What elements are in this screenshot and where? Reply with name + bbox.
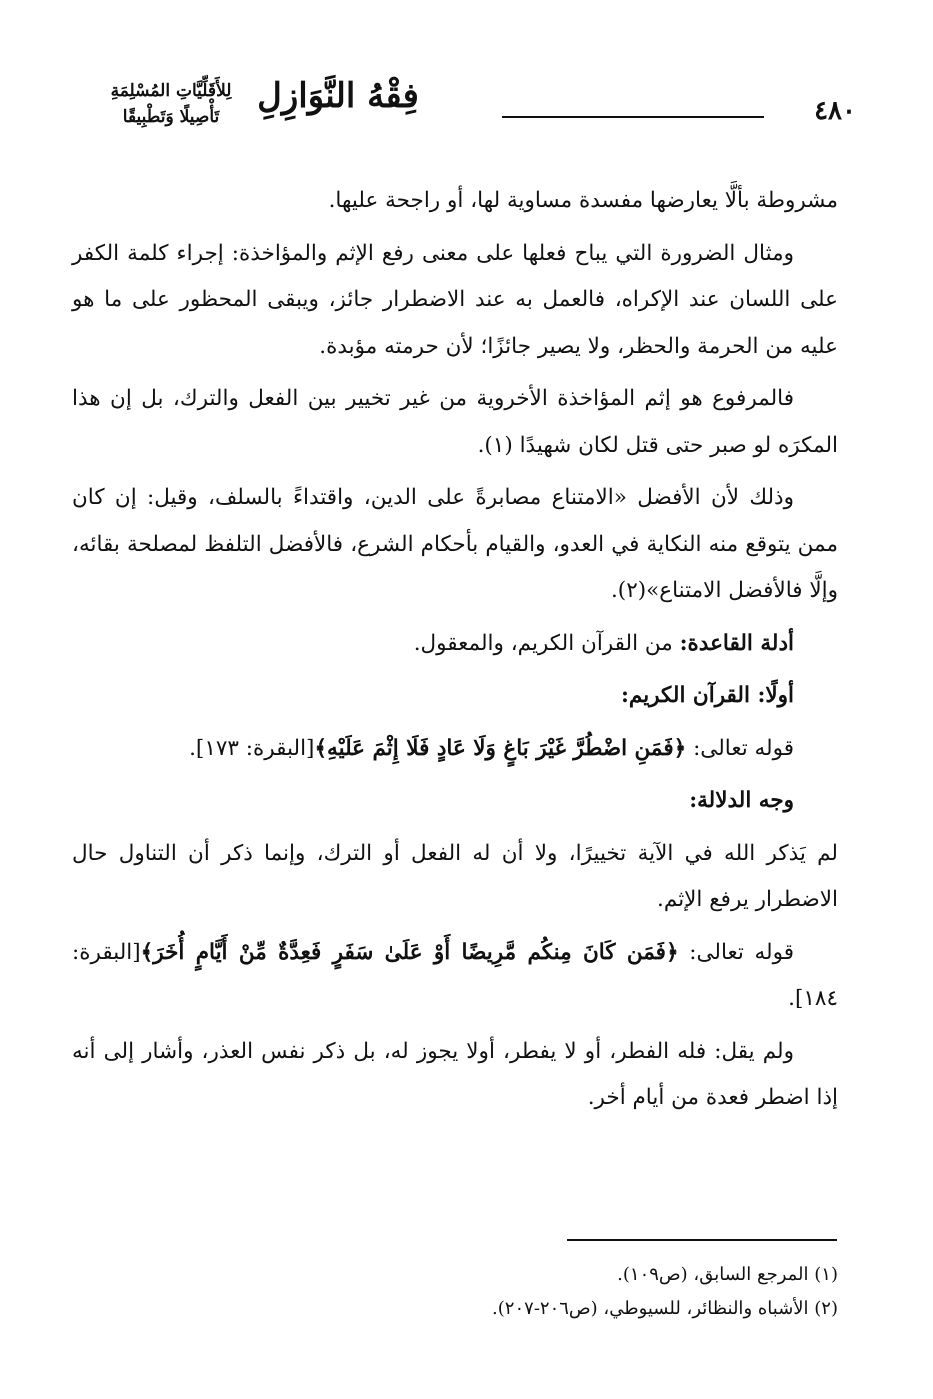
evidence-text: من القرآن الكريم، والمعقول. <box>413 630 680 656</box>
verse-1-paragraph <box>72 726 838 773</box>
paragraph-3: فالمرفوع هو إثم المؤاخذة الأخروية من غير تخيير بين الفعل والترك، بل إن هذا المكرَه لو صبر حتى قتل لكان شهيدًا (١). <box>72 386 838 458</box>
evidence-label: أدلة القاعدة: <box>679 630 794 656</box>
paragraph-2: ومثال الضرورة التي يباح فعلها على معنى رفع الإثم والمؤاخذة: إجراء كلمة الكفر على اللسان عند الإكراه، فالعمل به عند الاضطرار جائز، ويبقى المحظور على ما هو عليه من الحرمة والحظر، ولا يصير جائزًا؛ لأن حرمته مؤبدة. <box>72 240 838 359</box>
footnotes <box>72 1258 838 1326</box>
verse-1-intro: قوله تعالى: <box>686 735 794 761</box>
indication-heading: وجه الدلالة: <box>689 788 794 813</box>
verse-1-text: ﴿فَمَنِ اضْطُرَّ غَيْرَ بَاغٍ وَلَا عَادٍ فَلَا إِثْمَ عَلَيْهِ﴾ <box>314 735 687 761</box>
last-paragraph: ولم يقل: فله الفطر، أو لا يفطر، أولا يجوز له، بل ذكر نفس العذر، وأشار إلى أنه إذا اضطر فعدة من أيام أخر. <box>72 1038 838 1110</box>
header-rule <box>502 116 764 118</box>
indication-paragraph: لم يَذكر الله في الآية تخييرًا، ولا أن له الفعل أو الترك، وإنما ذكر أن التناول حال الاضطرار يرفع الإثم. <box>72 840 838 912</box>
page-number: ٤٨٠ <box>814 96 856 126</box>
paragraph-4: وذلك لأن الأفضل «الامتناع مصابرةً على الدين، واقتداءً بالسلف، وقيل: إن كان ممن يتوقع منه النكاية في العدو، والقيام بأحكام الشرع، فالأفضل التلفظ لمصلحة بقائه، وإلَّا فالأفضل الامتناع»(٢). <box>72 485 838 603</box>
verse-2-paragraph <box>72 930 838 1023</box>
book-subtitle <box>76 78 266 130</box>
page-header <box>76 72 856 162</box>
verse-2-intro: قوله تعالى: <box>678 939 794 965</box>
book-subtitle-line1: لِلأَقَلِّيَّاتِ المُسْلِمَةِ <box>110 81 232 101</box>
book-subtitle-line2: تَأْصِيلًا وَتَطْبِيقًا <box>122 107 220 127</box>
verse-2-ref: [البقرة: ١٨٤]. <box>72 939 838 1011</box>
evidence-paragraph <box>72 621 838 668</box>
verse-2-text: ﴿فَمَن كَانَ مِنكُم مَّرِيضًا أَوْ عَلَىٰ سَفَرٍ فَعِدَّةٌ مِّنْ أَيَّامٍ أُخَرَ﴾ <box>140 939 679 965</box>
footnote-1: (١) المرجع السابق، (ص١٠٩). <box>617 1264 838 1285</box>
verse-1-ref: [البقرة: ١٧٣]. <box>189 735 315 761</box>
paragraph-1: مشروطة بألَّا يعارضها مفسدة مساوية لها، أو راجحة عليها. <box>328 188 838 213</box>
footnote-2: (٢) الأشباه والنظائر، للسيوطي، (ص٢٠٦-٢٠٧). <box>492 1298 838 1319</box>
footnote-rule <box>567 1239 837 1241</box>
main-text <box>72 178 838 1128</box>
book-title: فِقْهُ النَّوَازِلِ <box>257 76 419 116</box>
first-heading: أولًا: القرآن الكريم: <box>620 683 794 708</box>
